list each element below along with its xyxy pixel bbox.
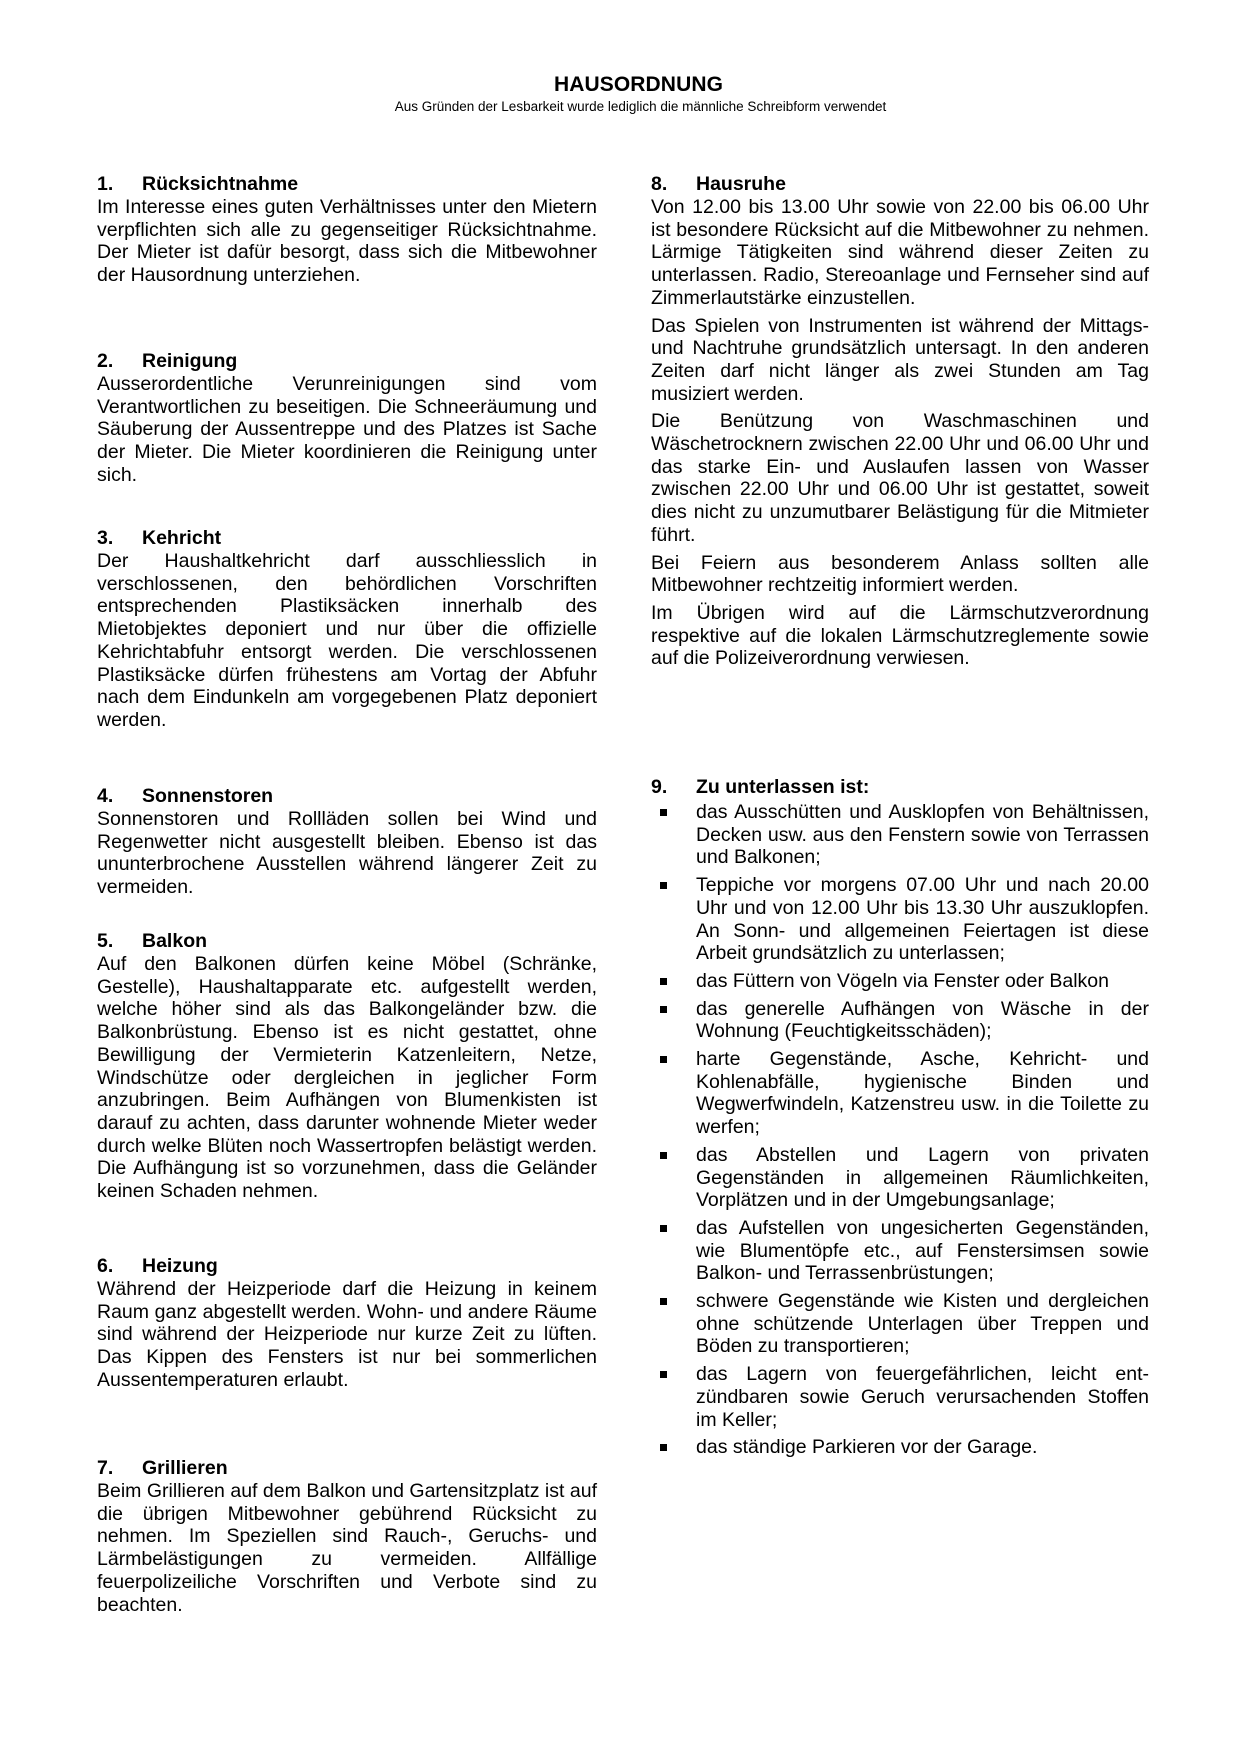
list-item: [651, 1363, 1149, 1431]
section-paragraph: Das Spielen von Instrumenten ist während der Mittags- und Nachtruhe grundsätzlich untersagt. In den anderen Zeiten darf nicht länger als zwei Stunden am Tag musiziert werden.: [651, 314, 1149, 405]
section-title: Sonnenstoren: [142, 785, 274, 807]
square-bullet-icon: [660, 809, 667, 816]
section-heading: [97, 172, 597, 196]
section-title: Rücksichtnahme: [142, 173, 299, 195]
section-heading: [651, 775, 1149, 799]
section-number: 4.: [97, 785, 114, 807]
section-paragraph: Die Benützung von Waschmaschinen und Wäschetrocknern zwischen 22.00 Uhr und 06.00 Uhr und das starke Ein- und Auslaufen lassen von Wasser zwischen 22.00 Uhr und 06.00 Uhr ist gestattet, soweit dies nicht zu unzumutbarer Belästigung für die Mitmieter führt.: [651, 410, 1149, 546]
section-paragraph: Von 12.00 bis 13.00 Uhr sowie von 22.00 bis 06.00 Uhr ist besondere Rücksicht auf die Mitbewohner zu nehmen. Lärmige Tätigkeiten sind während dieser Zeiten zu unterlassen. Radio, Stereoanlage und Fernseher sind auf Zimmerlautstärke einzustellen.: [651, 196, 1149, 309]
list-item: [651, 970, 1149, 993]
list-item: [651, 1290, 1149, 1358]
list-item: [651, 1436, 1149, 1459]
section-sonnenstoren: [97, 784, 597, 899]
section-number: 6.: [97, 1255, 114, 1277]
section-hausruhe: [651, 172, 1149, 670]
section-heading: [97, 526, 597, 550]
section-heading: [97, 1254, 597, 1278]
section-paragraph: Beim Grillieren auf dem Balkon und Gartensitzplatz ist auf die übrigen Mitbewohner gebührend Rücksicht zu nehmen. Im Speziellen sind Rauch-, Geruchs- und Lärmbelästigungen zu vermeiden. Allfällige feuerpolizeiliche Vorschriften und Verbote sind zu beachten.: [97, 1480, 597, 1616]
list-item-text: harte Gegenstände, Asche, Kehricht- und Kohlenabfälle, hygienische Binden und Wegwerfwindeln, Katzenstreu usw. in die Toilette zu werfen;: [696, 1048, 1149, 1139]
document-title: HAUSORDNUNG: [553, 73, 724, 96]
list-item-text: das ständige Parkieren vor der Garage.: [696, 1436, 1038, 1459]
document-subtitle: Aus Gründen der Lesbarkeit wurde lediglich die männliche Schreibform verwendet: [394, 99, 887, 114]
list-item: [651, 998, 1149, 1043]
section-title: Grillieren: [142, 1457, 228, 1479]
section-heading: [97, 929, 597, 953]
square-bullet-icon: [660, 1444, 667, 1451]
list-item-text: das Füttern von Vögeln via Fenster oder Balkon: [696, 969, 1109, 992]
section-title: Kehricht: [142, 527, 222, 549]
section-paragraph: Im Interesse eines guten Verhältnisses unter den Mietern verpflichten sich alle zu gegenseitiger Rücksichtnahme. Der Mieter ist dafür besorgt, dass sich die Mitbewohner der Hausordnung unterziehen.: [97, 196, 597, 287]
section-reinigung: [97, 349, 597, 487]
list-item: [651, 874, 1149, 965]
section-title: Zu unterlassen ist:: [696, 776, 870, 798]
square-bullet-icon: [660, 1006, 667, 1013]
list-item-text: schwere Gegenstände wie Kisten und dergleichen ohne schützende Unterlagen über Treppen und Böden zu transportieren;: [696, 1290, 1149, 1358]
square-bullet-icon: [660, 978, 667, 985]
section-number: 9.: [651, 776, 668, 798]
section-number: 8.: [651, 173, 668, 195]
prohibited-list: [651, 801, 1149, 1459]
section-heading: [651, 172, 1149, 196]
section-paragraph: Bei Feiern aus besonderem Anlass sollten alle Mitbewohner rechtzeitig informiert werden.: [651, 551, 1149, 597]
document-header: [0, 72, 1241, 115]
section-number: 3.: [97, 527, 114, 549]
section-heading: [97, 1456, 597, 1480]
section-zu-unterlassen: [651, 775, 1149, 1464]
section-number: 1.: [97, 173, 114, 195]
section-ruecksichtnahme: [97, 172, 597, 287]
square-bullet-icon: [660, 882, 667, 889]
section-number: 5.: [97, 930, 114, 952]
section-title: Heizung: [142, 1255, 218, 1277]
section-number: 7.: [97, 1457, 114, 1479]
list-item: [651, 801, 1149, 869]
section-title: Hausruhe: [696, 173, 786, 195]
list-item: [651, 1217, 1149, 1285]
section-kehricht: [97, 526, 597, 732]
section-title: Balkon: [142, 930, 208, 952]
list-item-text: das Aufstellen von ungesicherten Gegenständen, wie Blumentöpfe etc., auf Fenstersimsen sowie Balkon- und Terrassenbrüstungen;: [696, 1216, 1149, 1285]
square-bullet-icon: [660, 1056, 667, 1063]
section-paragraph: Ausserordentliche Verunreinigungen sind vom Verantwortlichen zu beseitigen. Die Schneeräumung und Säuberung der Aussentreppe und des Platzes ist Sache der Mieter. Die Mieter koordinieren die Reinigung unter sich.: [97, 373, 597, 486]
square-bullet-icon: [660, 1298, 667, 1305]
list-item-text: das Abstellen und Lagern von privaten Gegenständen in allgemeinen Räumlichkeiten, Vorplätzen und in der Umgebungsanlage;: [696, 1143, 1149, 1212]
section-paragraph: Der Haushaltkehricht darf ausschliesslich in verschlossenen, den behördlichen Vorschriften entsprechenden Plastiksäcken innerhalb des Mietobjektes deponiert und nur über die offizielle Kehrichtabfuhr entsorgt werden. Die verschlossenen Plastiksäcke dürfen frühestens am Vortag der Abfuhr nach dem Eindunkeln am vorgegebenen Platz deponiert werden.: [97, 550, 597, 731]
section-heizung: [97, 1254, 597, 1392]
section-heading: [97, 784, 597, 808]
list-item-text: das Ausschütten und Ausklopfen von Behältnissen, Decken usw. aus den Fenstern sowie von Terrassen und Balkonen;: [696, 801, 1149, 869]
section-balkon: [97, 929, 597, 1203]
square-bullet-icon: [660, 1152, 667, 1159]
section-paragraph: Während der Heizperiode darf die Heizung in keinem Raum ganz abgestellt werden. Wohn- und andere Räume sind während der Heizperiode nur kurze Zeit zu lüften. Das Kippen des Fensters ist nur bei sommerlichen Aussentemperaturen erlaubt.: [97, 1278, 597, 1391]
section-title: Reinigung: [142, 350, 238, 372]
list-item-text: Teppiche vor morgens 07.00 Uhr und nach 20.00 Uhr und von 12.00 Uhr bis 13.30 Uhr auszuklopfen. An Sonn- und allgemeinen Feiertagen ist diese Arbeit grundsätzlich zu unterlassen;: [696, 874, 1149, 965]
section-heading: [97, 349, 597, 373]
list-item: [651, 1144, 1149, 1212]
list-item: [651, 1048, 1149, 1139]
square-bullet-icon: [660, 1225, 667, 1232]
list-item-text: das Lagern von feuergefährlichen, leicht entzündbaren sowie Geruch verursachenden Stoffen im Keller;: [696, 1363, 1149, 1431]
section-paragraph: Sonnenstoren und Rollläden sollen bei Wind und Regenwetter nicht ausgestellt bleiben. Ebenso ist das ununterbrochene Ausstellen während längerer Zeit zu vermeiden.: [97, 808, 597, 899]
section-grillieren: [97, 1456, 597, 1616]
section-paragraph: Auf den Balkonen dürfen keine Möbel (Schränke, Gestelle), Haushaltapparate etc. aufgestellt werden, welche höher sind als das Balkongeländer bzw. die Balkonbrüstung. Ebenso ist es nicht gestattet, ohne Bewilligung der Vermieterin Katzenleitern, Netze, Windschütze oder dergleichen in jeglicher Form anzubringen. Beim Aufhängen von Blumenkisten ist darauf zu achten, dass darunter wohnende Mieter weder durch welke Blüten noch Wassertropfen belästigt werden. Die Aufhängung ist so vorzunehmen, dass die Geländer keinen Schaden nehmen.: [97, 953, 597, 1203]
section-paragraph: Im Übrigen wird auf die Lärmschutzverordnung respektive auf die lokalen Lärmschutzreglemente sowie auf die Polizeiverordnung verwiesen.: [651, 601, 1149, 670]
list-item-text: das generelle Aufhängen von Wäsche in der Wohnung (Feuchtigkeitsschäden);: [696, 997, 1149, 1043]
square-bullet-icon: [660, 1371, 667, 1378]
section-number: 2.: [97, 350, 114, 372]
